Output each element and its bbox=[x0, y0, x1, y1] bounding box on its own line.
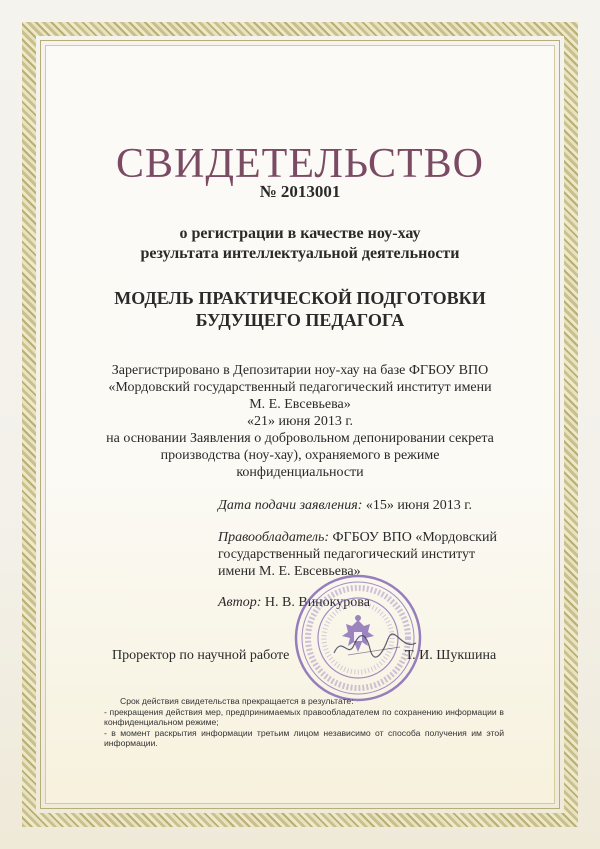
registration-line-7: конфиденциальности bbox=[236, 465, 364, 480]
registration-line-6: производства (ноу-хау), охраняемого в режиме bbox=[160, 448, 440, 463]
subtitle-line-2: результата интеллектуальной деятельности bbox=[140, 245, 460, 262]
registration-line-1: Зарегистрировано в Депозитарии ноу-хау на базе ФГБОУ ВПО bbox=[111, 363, 489, 378]
registration-text bbox=[100, 362, 500, 481]
work-title-line-2: БУДУЩЕГО ПЕДАГОГА bbox=[195, 310, 405, 330]
registration-line-3: М. Е. Евсевьева» bbox=[249, 397, 351, 412]
footnote-item-2: - в момент раскрытия информации третьим лицом независимо от способа получения им этой информации. bbox=[104, 727, 504, 748]
application-date-label: Дата подачи заявления: bbox=[218, 498, 363, 513]
rights-holder-line-3: имени М. Е. Евсевьева» bbox=[218, 564, 361, 579]
author-label: Автор: bbox=[218, 595, 262, 610]
author-name: Н. В. Винокурова bbox=[264, 595, 370, 610]
footnote bbox=[104, 696, 504, 749]
certificate-subtitle bbox=[0, 224, 600, 264]
rights-holder-line-1: ФГБОУ ВПО «Мордовский bbox=[332, 530, 497, 545]
work-title bbox=[0, 287, 600, 331]
work-title-line-1: МОДЕЛЬ ПРАКТИЧЕСКОЙ ПОДГОТОВКИ bbox=[114, 288, 486, 308]
certificate-title: СВИДЕТЕЛЬСТВО bbox=[116, 141, 484, 187]
application-date-value: «15» июня 2013 г. bbox=[365, 498, 472, 513]
rights-holder-label: Правообладатель: bbox=[218, 530, 329, 545]
signatory-name: Т. И. Шукшина bbox=[405, 648, 497, 663]
registration-line-2: «Мордовский государственный педагогический институт имени bbox=[108, 380, 492, 395]
subtitle-line-1: о регистрации в качестве ноу-хау bbox=[179, 225, 421, 242]
certificate-number: № 2013001 bbox=[259, 182, 341, 201]
footnote-intro: Срок действия свидетельства прекращается в результате: bbox=[120, 696, 354, 706]
application-date bbox=[218, 497, 472, 514]
footnote-item-1: - прекращения действия мер, предпринимаемых правообладателем по сохранению информации в конфиденциальном режиме; bbox=[104, 706, 504, 727]
registration-date: «21» июня 2013 г. bbox=[246, 414, 354, 429]
rights-holder-line-2: государственный педагогический институт bbox=[218, 547, 476, 562]
registration-line-5: на основании Заявления о добровольном депонировании секрета bbox=[106, 431, 494, 446]
signatory-position: Проректор по научной работе bbox=[112, 648, 290, 663]
